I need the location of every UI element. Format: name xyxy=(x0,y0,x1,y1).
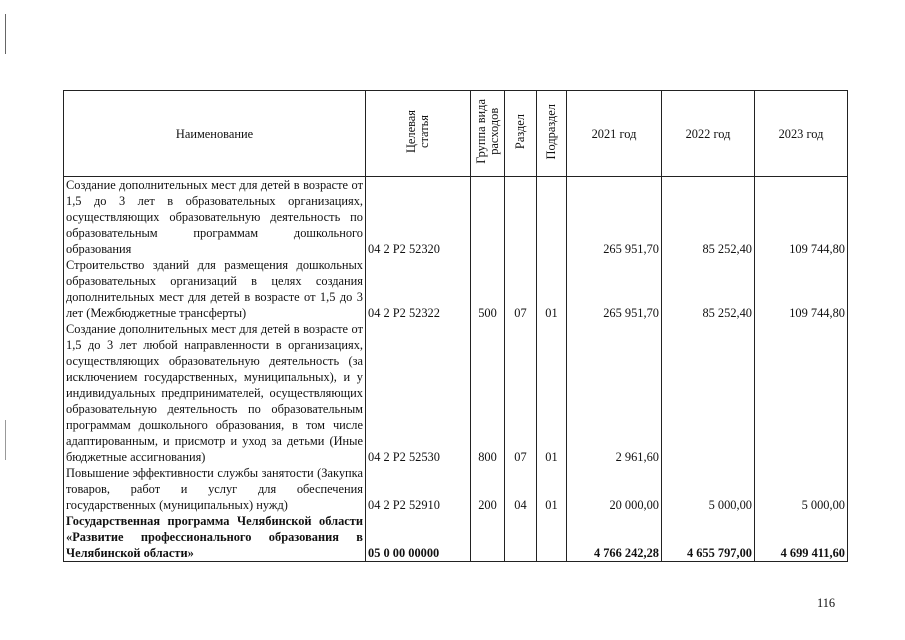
scan-edge-mark xyxy=(5,14,6,54)
row-group: 500 xyxy=(471,257,505,321)
table-row xyxy=(64,465,848,513)
budget-table xyxy=(63,90,848,562)
row-2021: 4 766 242,28 xyxy=(567,513,662,562)
table-row xyxy=(64,321,848,465)
row-target-code: 05 0 00 00000 xyxy=(366,513,471,562)
row-section: 07 xyxy=(505,321,537,465)
page-number: 116 xyxy=(817,596,836,610)
row-2023 xyxy=(755,321,848,465)
row-2021: 265 951,70 xyxy=(567,257,662,321)
header-2021: 2021 год xyxy=(567,91,662,177)
header-2022: 2022 год xyxy=(662,91,755,177)
row-target-code: 04 2 P2 52910 xyxy=(366,465,471,513)
header-expense-group: Группа вида расходов xyxy=(471,91,505,177)
row-subsection: 01 xyxy=(537,321,567,465)
row-2022: 5 000,00 xyxy=(662,465,755,513)
scan-edge-mark xyxy=(5,420,6,460)
row-2021: 2 961,60 xyxy=(567,321,662,465)
header-subsection: Подраздел xyxy=(537,91,567,177)
row-2022: 85 252,40 xyxy=(662,177,755,258)
row-name: Государственная программа Челябинской области «Развитие профессионального образования в Челябинской области» xyxy=(64,513,366,562)
row-section: 04 xyxy=(505,465,537,513)
row-2022: 85 252,40 xyxy=(662,257,755,321)
row-target-code: 04 2 P2 52530 xyxy=(366,321,471,465)
row-name: Повышение эффективности службы занятости (Закупка товаров, работ и услуг для обеспечения государственных (муниципальных) нужд) xyxy=(64,465,366,513)
row-section xyxy=(505,513,537,562)
row-group xyxy=(471,513,505,562)
row-2023: 4 699 411,60 xyxy=(755,513,848,562)
row-subsection: 01 xyxy=(537,465,567,513)
row-group: 800 xyxy=(471,321,505,465)
row-2022: 4 655 797,00 xyxy=(662,513,755,562)
table-row xyxy=(64,177,848,258)
row-group xyxy=(471,177,505,258)
row-2021: 265 951,70 xyxy=(567,177,662,258)
table-row xyxy=(64,257,848,321)
row-name: Создание дополнительных мест для детей в возрасте от 1,5 до 3 лет любой направленности в организациях, осуществляющих образовательную деятельность (за исключением государственных, муниципальных), и у индивидуальных предпринимателей, осуществляющих образовательную деятельность по образовательным программам дошкольного образования, в том числе адаптированным, и присмотр и уход за детьми (Иные бюджетные ассигнования) xyxy=(64,321,366,465)
header-name: Наименование xyxy=(64,91,366,177)
row-subsection: 01 xyxy=(537,257,567,321)
table-row-program-total xyxy=(64,513,848,562)
row-name: Строительство зданий для размещения дошкольных образовательных организаций в целях создания дополнительных мест для детей в возрасте от 1,5 до 3 лет (Межбюджетные трансферты) xyxy=(64,257,366,321)
row-2023: 5 000,00 xyxy=(755,465,848,513)
row-section xyxy=(505,177,537,258)
row-target-code: 04 2 P2 52320 xyxy=(366,177,471,258)
row-target-code: 04 2 P2 52322 xyxy=(366,257,471,321)
row-subsection xyxy=(537,513,567,562)
row-group: 200 xyxy=(471,465,505,513)
row-subsection xyxy=(537,177,567,258)
row-2022 xyxy=(662,321,755,465)
header-target-article: Целевая статья xyxy=(366,91,471,177)
row-2023: 109 744,80 xyxy=(755,177,848,258)
header-section: Раздел xyxy=(505,91,537,177)
table-header-row xyxy=(64,91,848,177)
row-2021: 20 000,00 xyxy=(567,465,662,513)
row-section: 07 xyxy=(505,257,537,321)
row-name: Создание дополнительных мест для детей в возрасте от 1,5 до 3 лет в образовательных организациях, осуществляющих образовательную деятельность по образовательным программам дошкольного образования xyxy=(64,177,366,258)
header-2023: 2023 год xyxy=(755,91,848,177)
row-2023: 109 744,80 xyxy=(755,257,848,321)
